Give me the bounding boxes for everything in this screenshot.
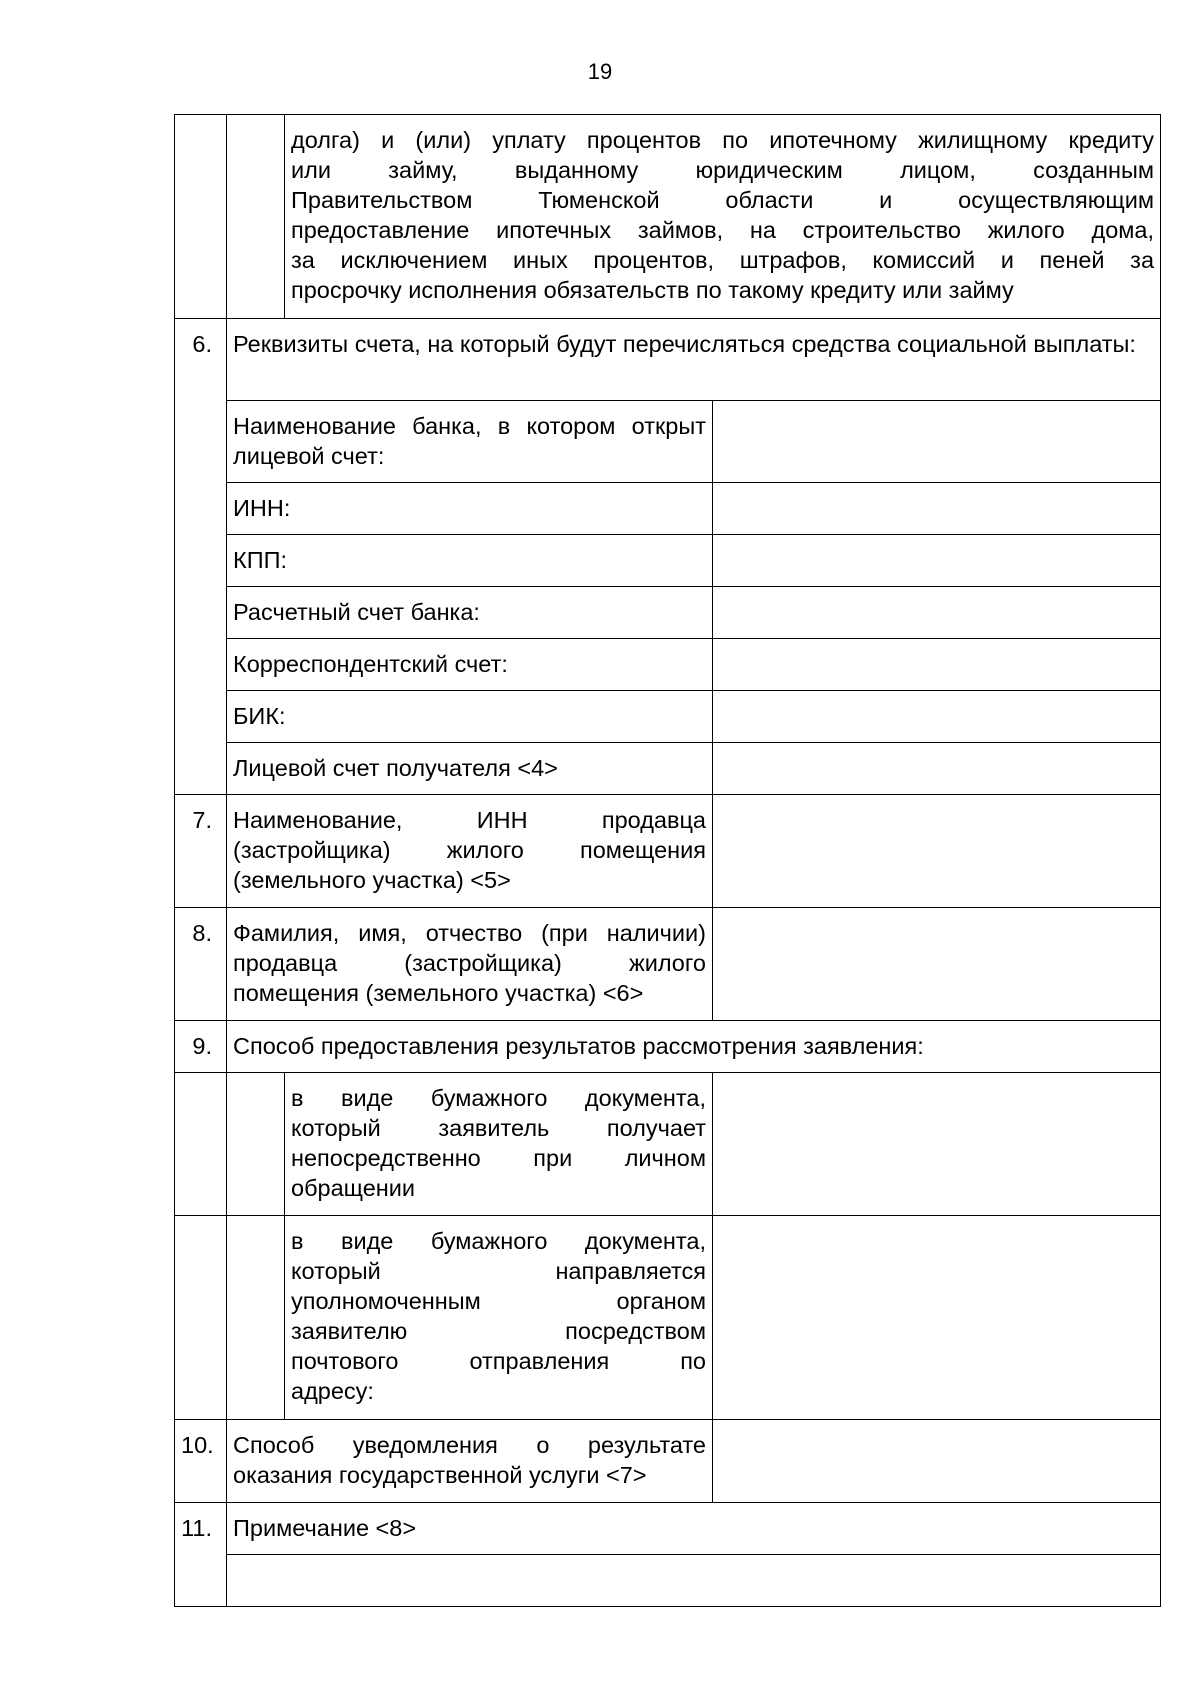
section-8-row: [175, 908, 1161, 1021]
section-9-number: 9.: [175, 1021, 227, 1073]
correspondent-account-row: [175, 639, 1161, 691]
section-9-option-2-row: [175, 1216, 1161, 1420]
kpp-label: КПП:: [227, 535, 713, 587]
section-9-option-1-line: непосредственно при личном: [291, 1145, 706, 1171]
bik-field[interactable]: [713, 691, 1161, 743]
section-10-label-line: оказания государственной услуги <7>: [233, 1462, 647, 1488]
bank-name-label: Наименование банка, в котором открыт лицевой счет:: [227, 401, 713, 483]
continuation-text-cell: [285, 115, 1161, 319]
section-9-option-1-row: [175, 1073, 1161, 1216]
bik-label: БИК:: [227, 691, 713, 743]
section-10-label: [227, 1420, 713, 1503]
section-8-label: [227, 908, 713, 1021]
section-9-header-row: [175, 1021, 1161, 1073]
continuation-row: [175, 115, 1161, 319]
inn-label: ИНН:: [227, 483, 713, 535]
section-8-label-line: продавца (застройщика) жилого: [233, 950, 706, 976]
settlement-account-field[interactable]: [713, 587, 1161, 639]
section-9-option-2-indent-cell: [227, 1216, 285, 1420]
section-9-option-2-line: заявителю посредством: [291, 1318, 706, 1344]
section-7-label-line: (земельного участка) <5>: [233, 867, 511, 893]
section-9-option-2-line: почтового отправления по: [291, 1348, 706, 1374]
section-11-field-row: [175, 1555, 1161, 1607]
section-11-header-row: [175, 1503, 1161, 1555]
continuation-line: просрочку исполнения обязательств по такому кредиту или займу: [291, 277, 1014, 303]
kpp-row: [175, 535, 1161, 587]
correspondent-account-field[interactable]: [713, 639, 1161, 691]
section-9-option-1-indent-cell: [227, 1073, 285, 1216]
section-10-label-line: Способ уведомления о результате: [233, 1432, 706, 1458]
bik-row: [175, 691, 1161, 743]
correspondent-account-label: Корреспондентский счет:: [227, 639, 713, 691]
continuation-number-cell: [175, 115, 227, 319]
section-10-field[interactable]: [713, 1420, 1161, 1503]
section-8-label-line: Фамилия, имя, отчество (при наличии): [233, 920, 706, 946]
section-10-number: 10.: [175, 1420, 227, 1503]
section-9-option-1-line: обращении: [291, 1175, 416, 1201]
section-10-row: [175, 1420, 1161, 1503]
continuation-line: предоставление ипотечных займов, на строительство жилого дома,: [291, 217, 1155, 243]
section-9-option-1-field[interactable]: [713, 1073, 1161, 1216]
recipient-account-field[interactable]: [713, 743, 1161, 795]
continuation-line: долга) и (или) уплату процентов по ипотечному жилищному кредиту: [291, 127, 1155, 153]
recipient-account-label: Лицевой счет получателя <4>: [227, 743, 713, 795]
section-9-option-2-line: адресу:: [291, 1378, 374, 1404]
section-7-label-line: Наименование, ИНН продавца: [233, 807, 706, 833]
inn-field[interactable]: [713, 483, 1161, 535]
section-9-option-2-line: уполномоченным органом: [291, 1288, 706, 1314]
section-9-option-2-field[interactable]: [713, 1216, 1161, 1420]
section-9-option-2-label: [285, 1216, 713, 1420]
page-number: 19: [587, 59, 613, 84]
section-7-row: [175, 795, 1161, 908]
section-9-option-1-number-cell: [175, 1073, 227, 1216]
continuation-indent-cell: [227, 115, 285, 319]
continuation-line: Правительством Тюменской области и осуществляющим: [291, 187, 1155, 213]
section-8-number: 8.: [175, 908, 227, 1021]
section-11-title: Примечание <8>: [227, 1503, 1161, 1555]
section-6-header-row: [175, 319, 1161, 401]
section-9-option-1-label: [285, 1073, 713, 1216]
section-7-label-line: (застройщика) жилого помещения: [233, 837, 706, 863]
section-11-number: 11.: [175, 1503, 227, 1607]
section-9-option-1-line: который заявитель получает: [291, 1115, 706, 1141]
section-9-option-2-line: который направляется: [291, 1258, 706, 1284]
section-9-option-2-number-cell: [175, 1216, 227, 1420]
recipient-account-row: [175, 743, 1161, 795]
section-8-field[interactable]: [713, 908, 1161, 1021]
section-6-title: Реквизиты счета, на который будут перечисляться средства социальной выплаты:: [227, 319, 1161, 401]
section-9-option-2-line: в виде бумажного документа,: [291, 1228, 706, 1254]
continuation-line: за исключением иных процентов, штрафов, комиссий и пеней за: [291, 247, 1155, 273]
section-8-label-line: помещения (земельного участка) <6>: [233, 980, 644, 1006]
bank-name-field[interactable]: [713, 401, 1161, 483]
continuation-line: или займу, выданному юридическим лицом, созданным: [291, 157, 1155, 183]
application-form-table: [174, 114, 1161, 1607]
section-7-field[interactable]: [713, 795, 1161, 908]
settlement-account-row: [175, 587, 1161, 639]
section-6-number: 6.: [175, 319, 227, 795]
section-11-field[interactable]: [227, 1555, 1161, 1607]
inn-row: [175, 483, 1161, 535]
bank-name-row: [175, 401, 1161, 483]
section-7-label: [227, 795, 713, 908]
section-7-number: 7.: [175, 795, 227, 908]
section-9-title: Способ предоставления результатов рассмотрения заявления:: [227, 1021, 1161, 1073]
kpp-field[interactable]: [713, 535, 1161, 587]
section-9-option-1-line: в виде бумажного документа,: [291, 1085, 706, 1111]
settlement-account-label: Расчетный счет банка:: [227, 587, 713, 639]
